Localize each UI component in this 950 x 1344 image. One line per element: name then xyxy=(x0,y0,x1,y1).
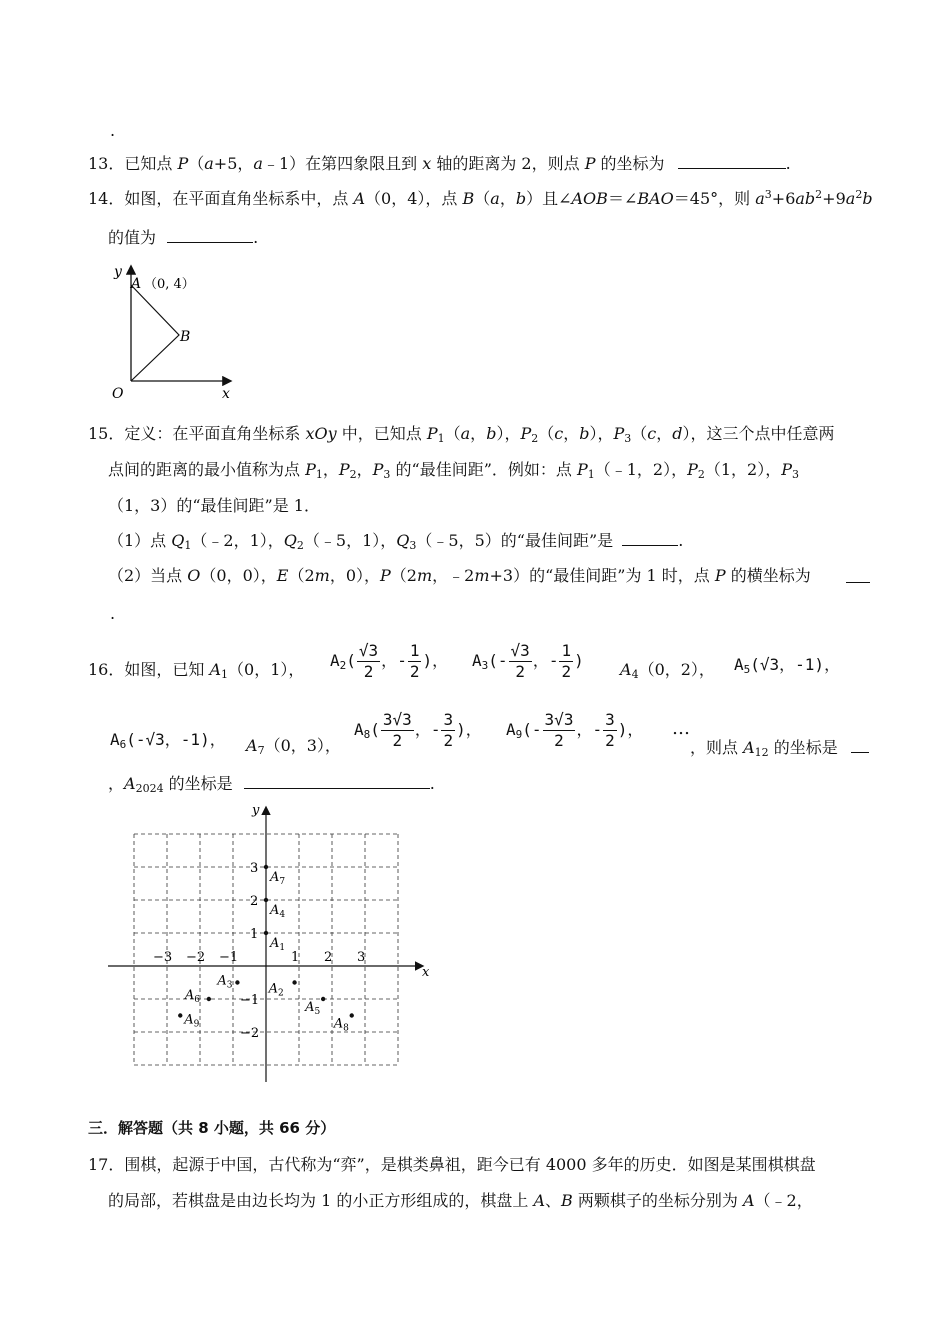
y-tick-label: 1 xyxy=(250,927,259,942)
fig14-A-label: A xyxy=(131,276,142,292)
q15-part1-answer-blank[interactable] xyxy=(622,531,678,546)
point-label-a9: $A_9$ xyxy=(184,1012,200,1030)
point-a2 xyxy=(292,980,296,984)
question-15-part1: （1）点 $Q_1(﹣2$，1），$Q_2(﹣5$，1），$Q_3(﹣5$，5）的“最佳间距”是 . xyxy=(108,531,684,552)
point-label-a1: $A_1$ xyxy=(270,936,286,953)
question-13: 13．已知点 P（a+5，a﹣1）在第四象限且到 x 轴的距离为 2，则点 P 的坐标为 . xyxy=(88,154,791,173)
q16-A3-coord: $A_3(-$ $\frac{√3}{2}$ ，- $\frac{1}{2}$ ) xyxy=(472,641,584,681)
point-a7 xyxy=(264,865,268,869)
q16-A2-coord: $A_2$( $\frac{√3}{2}$ ，- $\frac{1}{2}$ )， xyxy=(330,641,449,681)
y-tick-label: 2 xyxy=(250,894,259,909)
point-label-a7: $A_7$ xyxy=(270,870,286,887)
question-16: 16．如图，已知 $A_1(0$，1）， xyxy=(88,660,305,681)
q16-A5-coord: $A_5(√3$，-1)， xyxy=(734,655,841,676)
question-17-line2: 的局部，若棋盘是由边长均为 1 的小正方形组成的，棋盘上 A、B 两颗棋子的坐标分别为 A（﹣2， xyxy=(108,1191,813,1210)
q15-part2-answer-blank[interactable] xyxy=(846,568,870,583)
point-label-a2: $A_2$ xyxy=(268,981,284,999)
point-a8 xyxy=(350,1013,354,1017)
q15-number: 15． xyxy=(88,424,125,443)
question-15-line2: 点间的距离的最小值称为点 $P_1$，$P_2$，$P_3$ 的“最佳间距”．例如：点 $P_1(﹣1$，2），$P_2(1$，2），$P_3$ xyxy=(108,460,800,481)
q16-A7-coord: $A_7(0$，3）， xyxy=(246,736,341,757)
y-tick-label: −1 xyxy=(240,993,260,1008)
q16-A12-answer-blank[interactable] xyxy=(851,738,869,753)
fig14-A-coord: （0, 4） xyxy=(144,277,195,292)
question-14: 14．如图，在平面直角坐标系中，点 A（0，4），点 B（a，b）且∠AOB＝∠BAO＝45°，则 $a^3+6ab^2+9a^2b$ xyxy=(88,188,873,208)
point-a9 xyxy=(178,1013,182,1017)
y-tick-label: 3 xyxy=(250,861,259,876)
x-tick-label: 1 xyxy=(291,950,300,965)
x-tick-label: −3 xyxy=(153,950,173,965)
point-a4 xyxy=(264,898,268,902)
figure-16 xyxy=(100,798,440,1088)
fig14-B-label: B xyxy=(180,329,191,345)
q16-A4-coord: $A_4(0$，2）， xyxy=(620,660,715,681)
q13-answer-blank[interactable] xyxy=(678,154,786,169)
y-tick-label: −2 xyxy=(240,1026,260,1041)
q16-A2024-answer-blank[interactable] xyxy=(244,774,430,789)
question-15-line3: （1，3）的“最佳间距”是 1． xyxy=(108,496,320,515)
point-a1 xyxy=(264,931,268,935)
q16-A6-coord: $A_6(-√3$，-1)， xyxy=(110,730,226,751)
fig16-y-label: y xyxy=(252,803,260,818)
q14-answer-blank[interactable] xyxy=(167,228,253,243)
q16-number: 16． xyxy=(88,660,125,679)
point-label-a8: $A_8$ xyxy=(333,1016,349,1034)
q13-number: 13． xyxy=(88,154,125,173)
q16-A2024-prompt: ，$A_{2024}$ 的坐标是 . xyxy=(108,774,435,795)
point-label-a3: $A_3$ xyxy=(217,973,233,991)
figure-14 xyxy=(100,255,240,405)
question-17: 17．围棋，起源于中国，古代称为“弈”，是棋类鼻祖，距今已有 4000 多年的历史．如图是某围棋棋盘 xyxy=(88,1155,816,1174)
q16-ellipsis: … xyxy=(672,718,690,739)
point-label-a6: $A_6$ xyxy=(184,988,200,1005)
x-tick-label: 3 xyxy=(357,950,366,965)
q16-A8-coord: $A_8$( $\frac{3√3}{2}$ ，- $\frac{3}{2}$ )， xyxy=(354,710,482,750)
x-tick-label: −1 xyxy=(219,950,239,965)
point-a5 xyxy=(321,997,325,1001)
question-15-part2: （2）当点 O（0，0），E（2m，0），P（2m，﹣2m+3）的“最佳间距”为 1 时，点 P 的横坐标为 xyxy=(108,566,811,585)
q14-number: 14． xyxy=(88,189,125,208)
fig16-x-label: x xyxy=(422,965,430,980)
fig14-origin-label: O xyxy=(112,386,124,402)
point-a6 xyxy=(207,997,211,1001)
point-a3 xyxy=(235,980,239,984)
x-tick-label: 2 xyxy=(324,950,333,965)
q15-part2-end: . xyxy=(110,604,116,623)
q16-A9-coord: $A_9(-$ $\frac{3√3}{2}$ ，- $\frac{3}{2}$ )， xyxy=(506,710,644,750)
q16-A12-prompt: ，则点 $A_{12}$ 的坐标是 xyxy=(690,737,869,759)
q17-number: 17． xyxy=(88,1155,125,1174)
fig14-triangle xyxy=(131,285,179,381)
point-label-a5: $A_5$ xyxy=(305,1000,321,1017)
fig14-x-label: x xyxy=(222,386,230,402)
section-3-title: 三．解答题（共 8 小题，共 66 分） xyxy=(88,1119,336,1137)
fig14-y-label: y xyxy=(114,264,122,280)
question-15: 15．定义：在平面直角坐标系 xOy 中，已知点 $P_1(a$，b），$P_2(c$，b），$P_3(c$，d），这三个点中任意两 xyxy=(88,424,835,445)
stray-dot: . xyxy=(110,121,116,140)
question-14-line2: 的值为 . xyxy=(108,228,259,247)
x-tick-label: −2 xyxy=(186,950,206,965)
point-label-a4: $A_4$ xyxy=(270,903,286,920)
